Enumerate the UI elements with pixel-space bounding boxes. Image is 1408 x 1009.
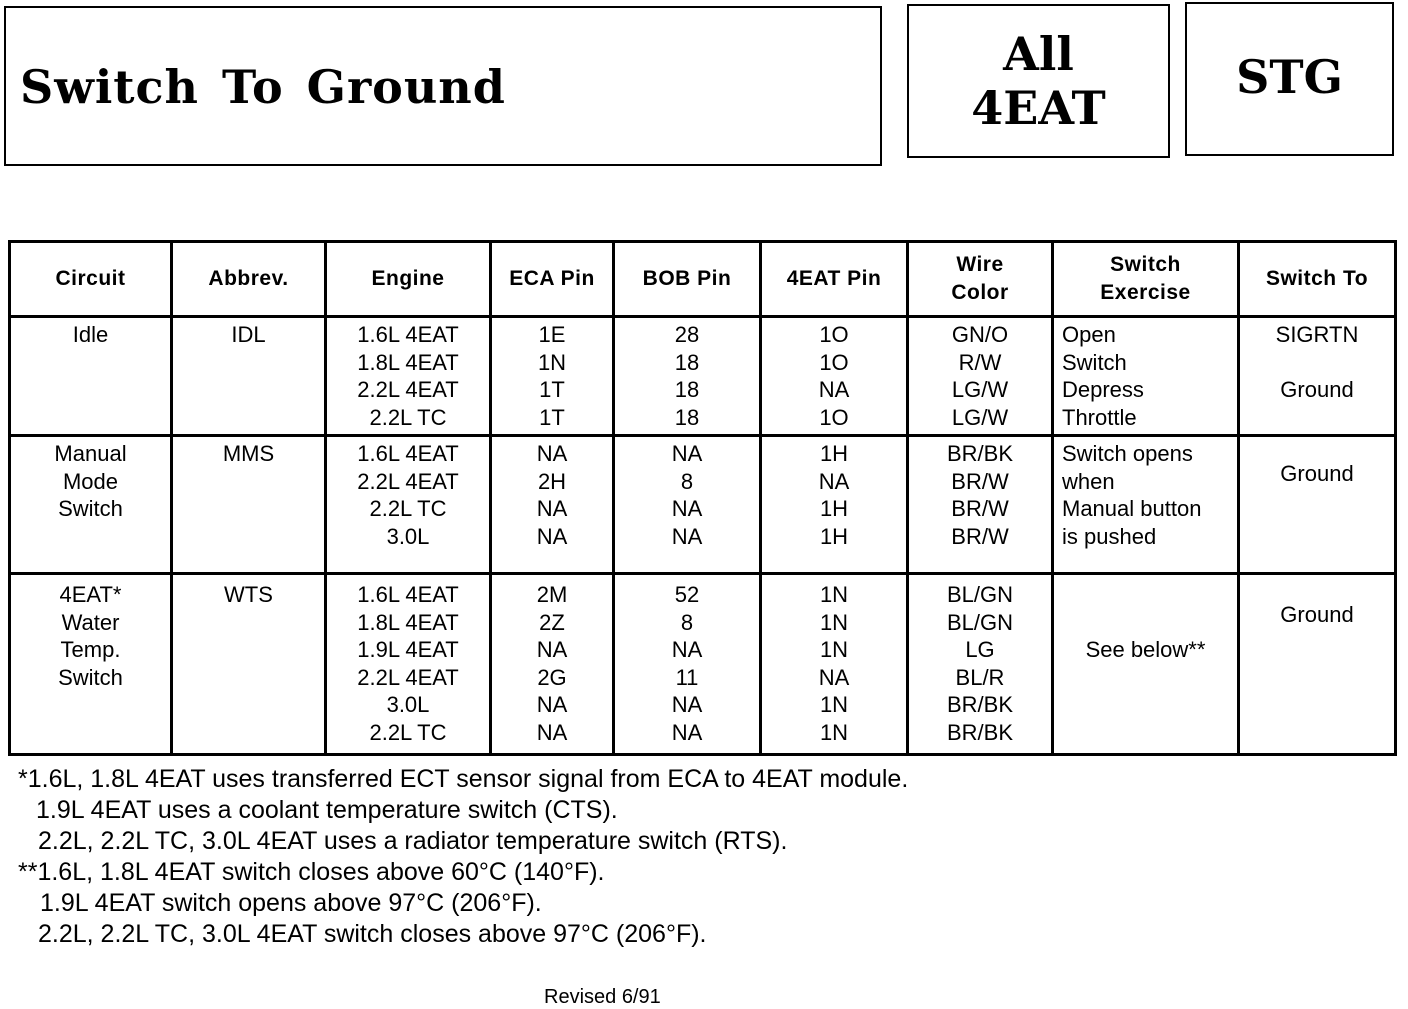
cell-switch-to: SIGRTN Ground bbox=[1239, 317, 1396, 436]
section-code: STG bbox=[1236, 50, 1343, 104]
scope-line-1: All bbox=[1003, 27, 1074, 81]
cell-switch-exercise: Switch opens when Manual button is pushed bbox=[1053, 436, 1239, 574]
col-header-circuit: Circuit bbox=[10, 242, 172, 317]
col-header-wire-color: Wire Color bbox=[908, 242, 1053, 317]
cell-eca-pin: 2M 2Z NA 2G NA NA bbox=[491, 574, 614, 755]
col-header-bob-pin: BOB Pin bbox=[614, 242, 761, 317]
footnote: 2.2L, 2.2L TC, 3.0L 4EAT switch closes above 97°C (206°F). bbox=[38, 920, 707, 948]
col-header-switch-exercise: Switch Exercise bbox=[1053, 242, 1239, 317]
code-box bbox=[1185, 2, 1394, 156]
footnote: 1.9L 4EAT uses a coolant temperature switch (CTS). bbox=[36, 796, 618, 824]
scope-line-2: 4EAT bbox=[971, 81, 1106, 135]
table-row bbox=[10, 436, 1396, 574]
cell-switch-exercise: Open Switch Depress Throttle bbox=[1053, 317, 1239, 436]
footnotes bbox=[18, 764, 908, 950]
cell-engine: 1.6L 4EAT 2.2L 4EAT 2.2L TC 3.0L bbox=[326, 436, 491, 574]
cell-circuit: 4EAT* Water Temp. Switch bbox=[10, 574, 172, 755]
cell-circuit: Manual Mode Switch bbox=[10, 436, 172, 574]
cell-engine: 1.6L 4EAT 1.8L 4EAT 1.9L 4EAT 2.2L 4EAT 3.0L 2.2L TC bbox=[326, 574, 491, 755]
cell-switch-to: Ground bbox=[1239, 574, 1396, 755]
circuit-table bbox=[8, 240, 1397, 756]
cell-wire-color: GN/O R/W LG/W LG/W bbox=[908, 317, 1053, 436]
cell-bob-pin: 52 8 NA 11 NA NA bbox=[614, 574, 761, 755]
cell-eca-pin: NA 2H NA NA bbox=[491, 436, 614, 574]
col-header-abbrev: Abbrev. bbox=[172, 242, 326, 317]
footnote: 2.2L, 2.2L TC, 3.0L 4EAT uses a radiator temperature switch (RTS). bbox=[38, 827, 788, 855]
page-title: Switch To Ground bbox=[20, 60, 506, 114]
cell-4eat-pin: 1N 1N 1N NA 1N 1N bbox=[761, 574, 908, 755]
scope-box bbox=[907, 4, 1170, 158]
cell-abbrev: IDL bbox=[172, 317, 326, 436]
col-header-eca-pin: ECA Pin bbox=[491, 242, 614, 317]
cell-eca-pin: 1E 1N 1T 1T bbox=[491, 317, 614, 436]
table-row bbox=[10, 574, 1396, 755]
revision-note: Revised 6/91 bbox=[544, 986, 661, 1008]
table-header-row bbox=[10, 242, 1396, 317]
col-header-4eat-pin: 4EAT Pin bbox=[761, 242, 908, 317]
cell-wire-color: BR/BK BR/W BR/W BR/W bbox=[908, 436, 1053, 574]
cell-circuit: Idle bbox=[10, 317, 172, 436]
cell-4eat-pin: 1O 1O NA 1O bbox=[761, 317, 908, 436]
cell-bob-pin: NA 8 NA NA bbox=[614, 436, 761, 574]
cell-abbrev: MMS bbox=[172, 436, 326, 574]
cell-switch-to: Ground bbox=[1239, 436, 1396, 574]
table-row bbox=[10, 317, 1396, 436]
title-box bbox=[4, 6, 882, 166]
cell-engine: 1.6L 4EAT 1.8L 4EAT 2.2L 4EAT 2.2L TC bbox=[326, 317, 491, 436]
footnote: *1.6L, 1.8L 4EAT uses transferred ECT sensor signal from ECA to 4EAT module. bbox=[18, 765, 909, 793]
col-header-switch-to: Switch To bbox=[1239, 242, 1396, 317]
cell-wire-color: BL/GN BL/GN LG BL/R BR/BK BR/BK bbox=[908, 574, 1053, 755]
col-header-engine: Engine bbox=[326, 242, 491, 317]
footnote: **1.6L, 1.8L 4EAT switch closes above 60°C (140°F). bbox=[18, 858, 605, 886]
cell-switch-exercise: See below** bbox=[1053, 574, 1239, 755]
cell-abbrev: WTS bbox=[172, 574, 326, 755]
cell-bob-pin: 28 18 18 18 bbox=[614, 317, 761, 436]
footnote: 1.9L 4EAT switch opens above 97°C (206°F). bbox=[40, 889, 542, 917]
cell-4eat-pin: 1H NA 1H 1H bbox=[761, 436, 908, 574]
